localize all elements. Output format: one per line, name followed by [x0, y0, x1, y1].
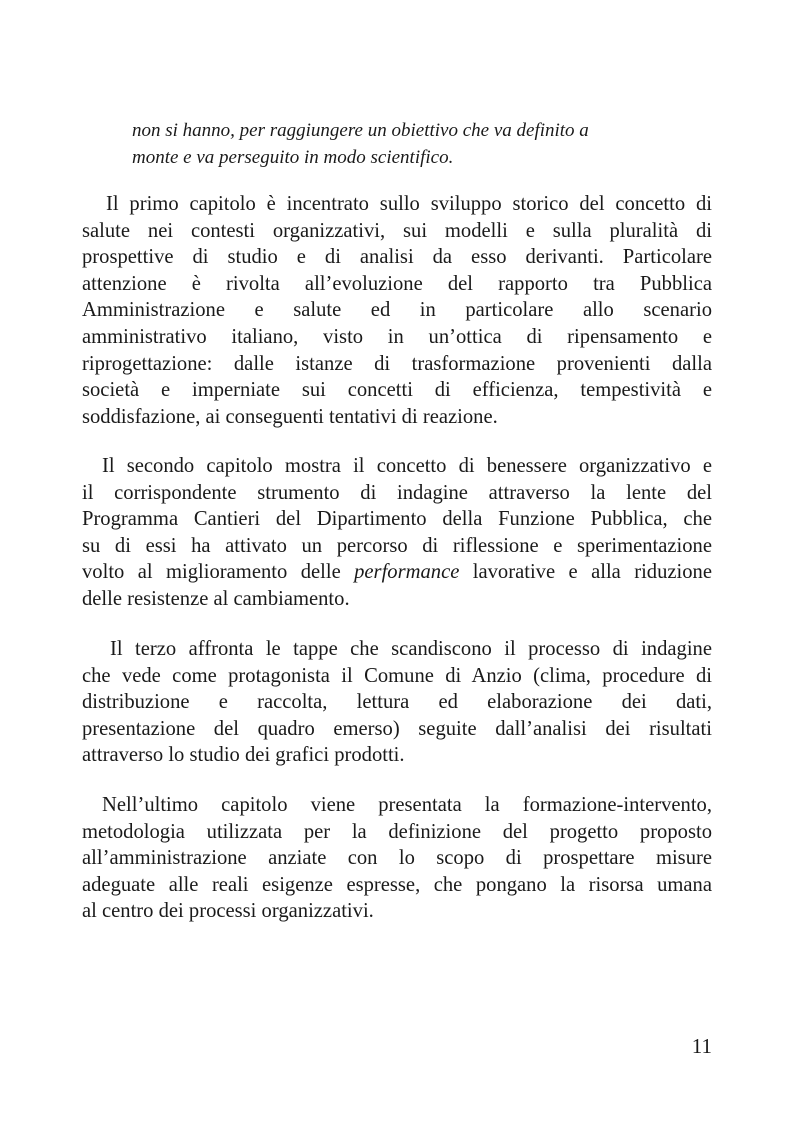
- paragraph-line: distribuzione e raccolta, lettura ed elaborazione dei dati,: [82, 691, 712, 714]
- paragraph-line: Il primo capitolo è incentrato sullo sviluppo storico del concetto di: [106, 193, 712, 215]
- paragraph-line: Programma Cantieri del Dipartimento della Funzione Pubblica, che: [82, 508, 712, 531]
- italic-quote: [132, 117, 692, 171]
- paragraph-line: che vede come protagonista il Comune di Anzio (clima, procedure di: [82, 664, 712, 687]
- italic-term: performance: [354, 561, 460, 584]
- page-number: 11: [691, 1034, 712, 1058]
- paragraph-line: delle resistenze al cambiamento.: [82, 587, 350, 610]
- paragraph-line: amministrativo italiano, visto in un’ottica di ripensamento e: [82, 325, 712, 348]
- paragraph-line: all’amministrazione anziate con lo scopo di prospettare misure: [82, 847, 712, 870]
- paragraph-line: soddisfazione, ai conseguenti tentativi di reazione.: [82, 405, 498, 428]
- paragraph-chapter-one: [82, 191, 712, 430]
- line-text: volto al miglioramento delle: [82, 561, 355, 584]
- paragraph-line: Il secondo capitolo mostra il concetto di benessere organizzativo e: [102, 455, 712, 477]
- paragraph-line: Il terzo affronta le tappe che scandiscono il processo di indagine: [110, 638, 712, 660]
- paragraph-chapter-two: [82, 453, 712, 613]
- paragraph-line: adeguate alle reali esigenze espresse, che pongano la risorsa umana: [82, 873, 712, 896]
- paragraph-line: il corrispondente strumento di indagine attraverso la lente del: [82, 481, 712, 504]
- quote-line: monte e va perseguito in modo scientifico.: [132, 147, 454, 168]
- paragraph-line: metodologia utilizzata per la definizione del progetto proposto: [82, 820, 712, 843]
- paragraph-line-mixed: [82, 559, 712, 586]
- paragraph-line: salute nei contesti organizzativi, sui modelli e sulla pluralità di: [82, 219, 712, 242]
- paragraph-chapter-four: [82, 792, 712, 925]
- paragraph-line: presentazione del quadro emerso) seguite dall’analisi dei risultati: [82, 717, 712, 740]
- paragraph-line: prospettive di studio e di analisi da esso derivanti. Particolare: [82, 246, 712, 269]
- paragraph-line: al centro dei processi organizzativi.: [82, 900, 374, 923]
- quote-line: non si hanno, per raggiungere un obiettivo che va definito a: [132, 120, 589, 141]
- paragraph-line: Nell’ultimo capitolo viene presentata la formazione-intervento,: [102, 794, 712, 816]
- paragraph-line: società e imperniate sui concetti di efficienza, tempestività e: [82, 379, 712, 402]
- line-text: lavorative e alla riduzione: [459, 561, 712, 584]
- paragraph-line: Amministrazione e salute ed in particolare allo scenario: [82, 299, 712, 322]
- paragraph-chapter-three: [82, 636, 712, 769]
- paragraph-line: attenzione è rivolta all’evoluzione del rapporto tra Pubblica: [82, 272, 712, 295]
- paragraph-line: su di essi ha attivato un percorso di riflessione e sperimentazione: [82, 534, 712, 557]
- paragraph-line: riprogettazione: dalle istanze di trasformazione provenienti dalla: [82, 352, 712, 375]
- paragraph-line: attraverso lo studio dei grafici prodotti.: [82, 744, 405, 767]
